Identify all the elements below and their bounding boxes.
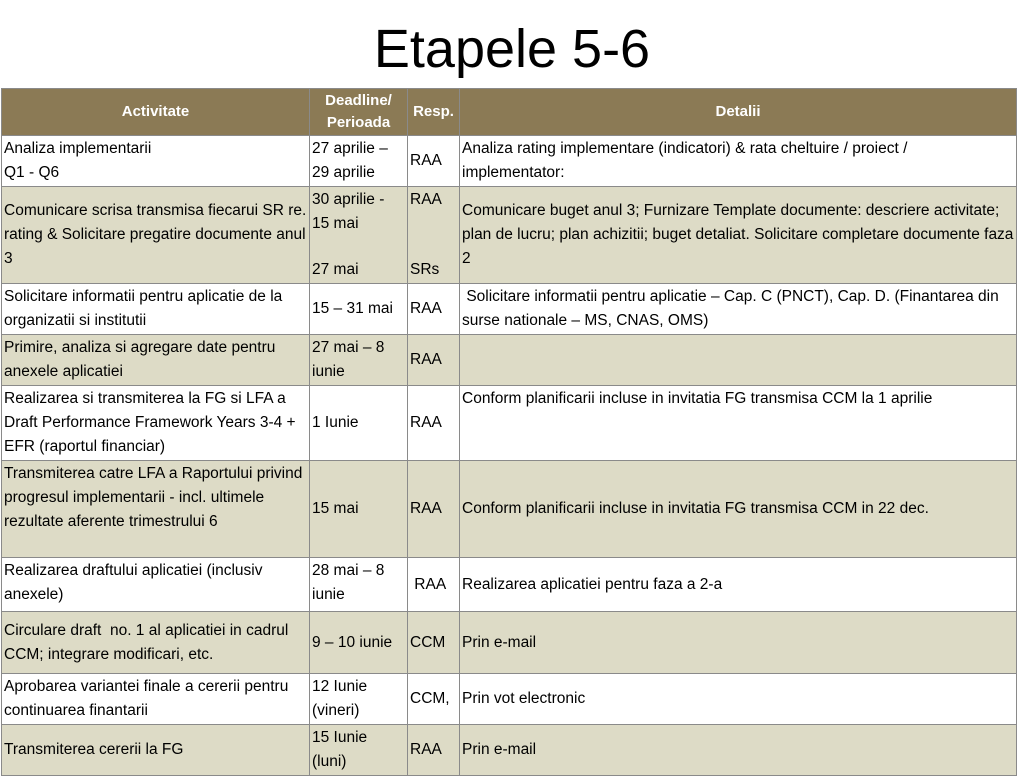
activity-cell: Realizarea draftului aplicatiei (inclusiv anexele): [2, 558, 310, 612]
table-row: [2, 187, 1017, 284]
deadline-cell: 12 Iunie (vineri): [310, 674, 408, 725]
deadline-cell: 1 Iunie: [310, 386, 408, 461]
resp-cell: RAA: [408, 386, 460, 461]
schedule-table: [1, 88, 1017, 776]
table-row: [2, 386, 1017, 461]
resp-secondary: SRs: [410, 261, 440, 278]
table-row: [2, 335, 1017, 386]
slide-title: Etapele 5-6: [373, 19, 651, 79]
table-row: [2, 461, 1017, 558]
resp-cell: RAA: [408, 725, 460, 776]
details-cell: Conform planificarii incluse in invitatia FG transmisa CCM la 1 aprilie: [460, 386, 1017, 461]
resp-cell: CCM: [408, 612, 460, 674]
deadline-cell: 15 mai: [310, 461, 408, 558]
resp-primary: RAA: [410, 191, 442, 208]
details-cell: Analiza rating implementare (indicatori) & rata cheltuire / proiect / implementator:: [460, 136, 1017, 187]
details-cell: Solicitare informatii pentru aplicatie – Cap. C (PNCT), Cap. D. (Finantarea din surse nationale – MS, CNAS, OMS): [460, 284, 1017, 335]
resp-cell: [408, 187, 460, 284]
activity-cell: Circulare draft no. 1 al aplicatiei in cadrul CCM; integrare modificari, etc.: [2, 612, 310, 674]
activity-cell: Comunicare scrisa transmisa fiecarui SR re. rating & Solicitare pregatire documente anul 3: [2, 187, 310, 284]
deadline-cell: 15 Iunie (luni): [310, 725, 408, 776]
deadline-cell: [310, 187, 408, 284]
table-row: [2, 612, 1017, 674]
resp-cell: RAA: [408, 558, 460, 612]
activity-cell: Primire, analiza si agregare date pentru anexele aplicatiei: [2, 335, 310, 386]
resp-cell: RAA: [408, 335, 460, 386]
deadline-cell: 9 – 10 iunie: [310, 612, 408, 674]
resp-cell: RAA: [408, 136, 460, 187]
details-cell: Conform planificarii incluse in invitatia FG transmisa CCM in 22 dec.: [460, 461, 1017, 558]
table-row: [2, 136, 1017, 187]
resp-cell: RAA: [408, 284, 460, 335]
header-resp: Resp.: [408, 89, 460, 136]
table-row: [2, 674, 1017, 725]
activity-cell: Transmiterea catre LFA a Raportului privind progresul implementarii - incl. ultimele rezultate aferente trimestrului 6: [2, 461, 310, 558]
deadline-end: 27 mai: [312, 261, 359, 278]
activity-cell: Realizarea si transmiterea la FG si LFA a Draft Performance Framework Years 3-4 + EFR (raportul financiar): [2, 386, 310, 461]
deadline-cell: 28 mai – 8 iunie: [310, 558, 408, 612]
activity-cell: Solicitare informatii pentru aplicatie de la organizatii si institutii: [2, 284, 310, 335]
table-row: [2, 558, 1017, 612]
table-header-row: [2, 89, 1017, 136]
deadline-start: 30 aprilie - 15 mai: [312, 191, 385, 232]
header-detalii: Detalii: [460, 89, 1017, 136]
details-cell: Prin e-mail: [460, 612, 1017, 674]
header-deadline: Deadline/ Perioada: [310, 89, 408, 136]
details-cell: Prin e-mail: [460, 725, 1017, 776]
header-activitate: Activitate: [2, 89, 310, 136]
deadline-cell: 27 aprilie – 29 aprilie: [310, 136, 408, 187]
details-cell: Realizarea aplicatiei pentru faza a 2-a: [460, 558, 1017, 612]
activity-cell: Aprobarea variantei finale a cererii pentru continuarea finantarii: [2, 674, 310, 725]
details-cell: Comunicare buget anul 3; Furnizare Template documente: descriere activitate; plan de lucru; plan achizitii; buget detaliat. Solicitare completare documente faza 2: [460, 187, 1017, 284]
resp-cell: RAA: [408, 461, 460, 558]
details-cell: Prin vot electronic: [460, 674, 1017, 725]
activity-cell: Transmiterea cererii la FG: [2, 725, 310, 776]
activity-cell: Analiza implementarii Q1 - Q6: [2, 136, 310, 187]
deadline-cell: 15 – 31 mai: [310, 284, 408, 335]
details-cell: [460, 335, 1017, 386]
deadline-cell: 27 mai – 8 iunie: [310, 335, 408, 386]
resp-cell: CCM,: [408, 674, 460, 725]
table-row: [2, 284, 1017, 335]
